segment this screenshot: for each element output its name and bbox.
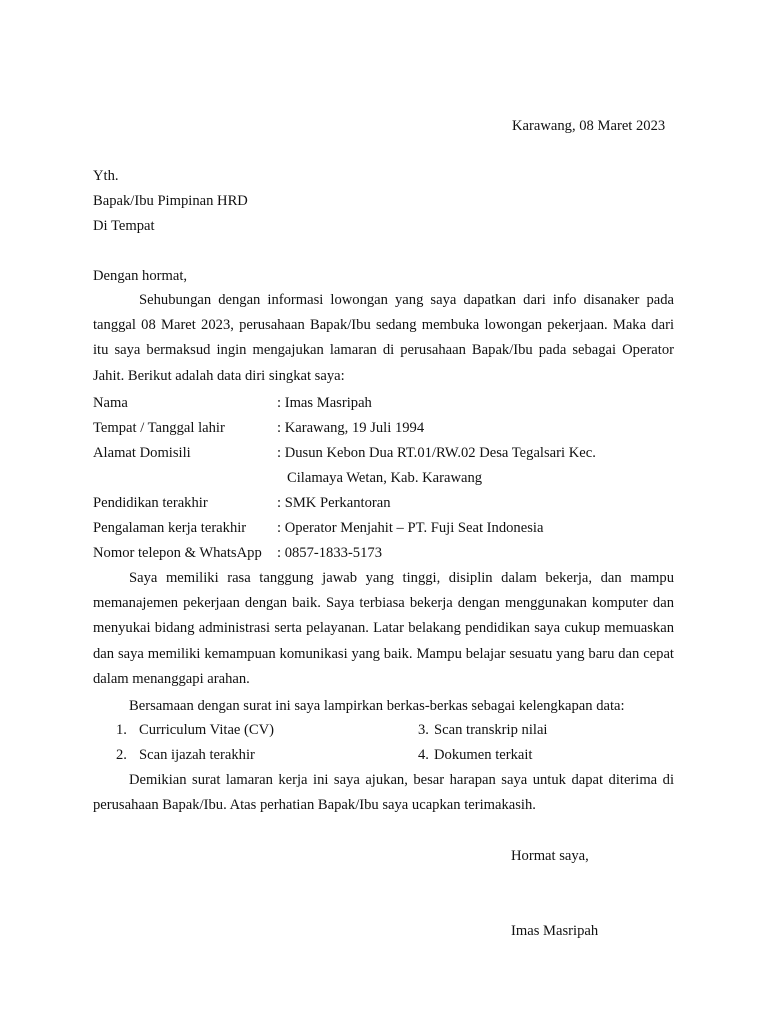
attachment-item: Curriculum Vitae (CV) xyxy=(139,722,275,738)
greeting: Dengan hormat, xyxy=(93,268,188,284)
closing-salutation: Hormat saya, xyxy=(511,848,589,864)
data-label-education: Pendidikan terakhir xyxy=(93,495,208,511)
attachment-item: Scan transkrip nilai xyxy=(434,722,548,738)
attachment-item: Scan ijazah terakhir xyxy=(139,747,255,763)
recipient-location: Di Tempat xyxy=(93,218,155,234)
recipient-salutation: Yth. xyxy=(93,168,119,184)
data-value-education: : SMK Perkantoran xyxy=(277,495,391,511)
data-value-name: : Imas Masripah xyxy=(277,395,372,411)
attachment-number: 4. xyxy=(418,747,429,763)
intro-paragraph: Sehubungan dengan informasi lowongan yang saya dapatkan dari info disanaker pada tanggal 08 Maret 2023, perusahaan Bapak/Ibu sedang membuka lowongan pekerjaan. Maka dari itu saya bermaksud ingin mengajukan lamaran di perusahaan Bapak/Ibu pada sebagai Operator Jahit. Berikut adalah data diri singkat saya: xyxy=(93,292,674,384)
data-value-address: : Dusun Kebon Dua RT.01/RW.02 Desa Tegalsari Kec. xyxy=(277,445,596,461)
data-value-experience: : Operator Menjahit – PT. Fuji Seat Indonesia xyxy=(277,520,544,536)
attachment-item: Dokumen terkait xyxy=(434,747,533,763)
data-label-phone: Nomor telepon & WhatsApp xyxy=(93,545,262,561)
data-value-phone: : 0857-1833-5173 xyxy=(277,545,382,561)
data-label-name: Nama xyxy=(93,395,128,411)
data-label-address: Alamat Domisili xyxy=(93,445,191,461)
data-label-experience: Pengalaman kerja terakhir xyxy=(93,520,247,536)
data-value-birth: : Karawang, 19 Juli 1994 xyxy=(277,420,425,436)
data-label-birth: Tempat / Tanggal lahir xyxy=(93,420,225,436)
attachment-number: 1. xyxy=(116,722,127,738)
body-paragraph: Saya memiliki rasa tanggung jawab yang tinggi, disiplin dalam bekerja, dan mampu memanajemen pekerjaan dengan baik. Saya terbiasa bekerja dengan menggunakan komputer dan menyukai bidang administrasi serta pelayanan. Latar belakang pendidikan saya cukup memuaskan dan saya memiliki kemampuan komunikasi yang baik. Mampu belajar sesuatu yang baru dan cepat dalam menanggapi arahan. xyxy=(93,570,674,687)
recipient-name: Bapak/Ibu Pimpinan HRD xyxy=(93,193,248,209)
place-date: Karawang, 08 Maret 2023 xyxy=(512,118,666,134)
attachment-number: 2. xyxy=(116,747,127,763)
data-value-address-cont: Cilamaya Wetan, Kab. Karawang xyxy=(287,470,483,486)
attachment-number: 3. xyxy=(418,722,429,738)
signature-name: Imas Masripah xyxy=(511,923,599,939)
closing-paragraph: Demikian surat lamaran kerja ini saya ajukan, besar harapan saya untuk dapat diterima di perusahaan Bapak/Ibu. Atas perhatian Bapak/Ibu saya ucapkan terimakasih. xyxy=(93,772,674,814)
attachments-intro: Bersamaan dengan surat ini saya lampirkan berkas-berkas sebagai kelengkapan data: xyxy=(129,698,625,714)
